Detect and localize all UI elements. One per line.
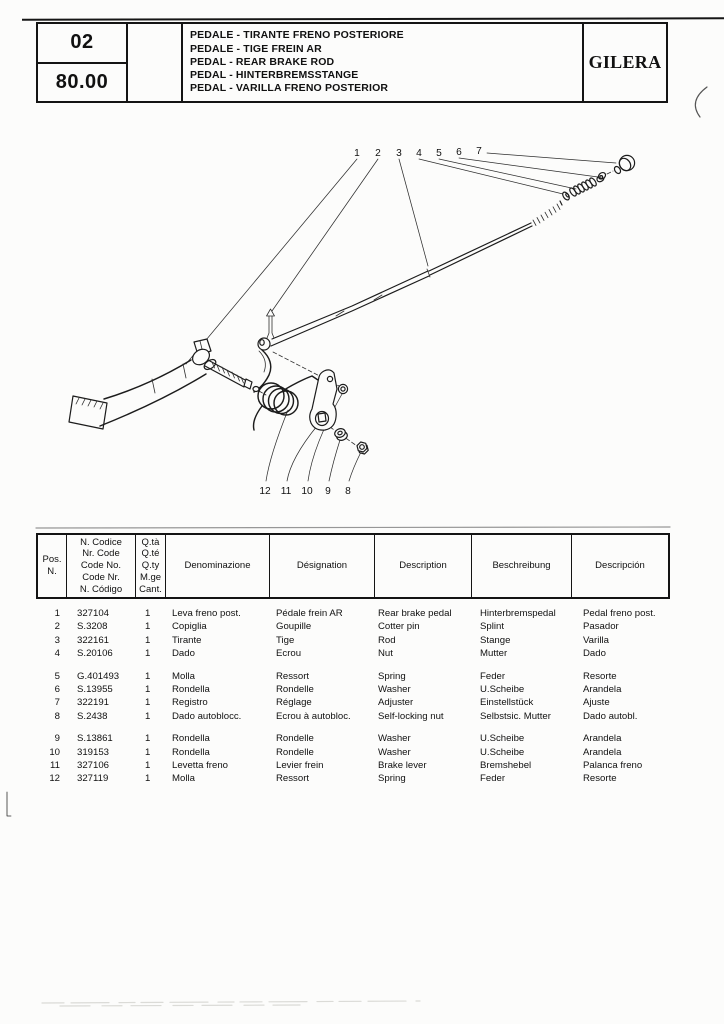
description-cell: Washer [378,746,411,758]
denominazione-cell: Rondella [172,684,210,696]
parts-table-header [36,533,670,599]
designation-cell: Levier frein [276,760,324,772]
denominazione-cell: Rondella [172,746,210,758]
brake-rod [254,201,562,392]
code-cell: 319153 [77,746,110,758]
brand-logo: GILERA [588,52,662,72]
callout-7: 7 [476,146,482,157]
pos-cell: 8 [54,710,60,722]
small-spring-part [568,177,597,197]
descripcion-cell: Ajuste [583,697,610,709]
descripcion-cell: Arandela [583,746,622,758]
page-title-es: PEDAL - VARILLA FRENO POSTERIOR [190,82,389,95]
table-row [38,670,668,683]
beschreibung-cell: Stange [480,634,511,646]
beschreibung-cell: Selbstsic. Mutter [480,710,551,722]
pos-cell: 3 [54,634,60,646]
denominazione-cell: Molla [172,670,195,682]
beschreibung-cell: Mutter [480,648,508,660]
code-cell: 327119 [77,773,109,785]
header-qty: Q.tà Q.té Q.ty M.ge Cant. [136,535,166,597]
descripcion-cell: Dado autobl. [583,710,638,722]
page-title-fr: PEDALE - TIGE FREIN AR [190,42,322,55]
designation-cell: Réglage [276,697,312,709]
beschreibung-cell: Splint [480,621,504,633]
header-description: Description [375,535,472,597]
denominazione-cell: Leva freno post. [172,608,241,619]
descripcion-cell: Palanca freno [583,760,643,772]
denominazione-cell: Dado autoblocc. [172,710,242,722]
callout-12: 12 [259,486,271,497]
beschreibung-cell: Feder [480,773,506,785]
page-title-it: PEDALE - TIRANTE FRENO POSTERIORE [190,29,404,42]
pos-cell: 6 [54,684,60,696]
header-code: N. Codice Nr. Code Code No. Code Nr. N. Código [67,535,136,597]
description-cell: Washer [378,684,411,696]
brake-lever-plate [310,370,337,430]
qty-cell: 1 [145,684,151,696]
leader-lines [186,153,616,481]
denominazione-cell: Levetta freno [172,760,229,772]
beschreibung-cell: U.Scheibe [480,733,525,745]
qty-cell: 1 [145,608,151,619]
rod-end-parts [561,155,634,201]
callout-10: 10 [301,486,313,497]
pivot-boss [190,346,213,368]
callout-11: 11 [280,486,292,497]
designation-cell: Pédale frein AR [276,608,343,619]
header-designation: Désignation [270,535,375,597]
denominazione-cell: Copiglia [172,621,207,633]
callout-6: 6 [456,147,462,158]
page-title-en: PEDAL - REAR BRAKE ROD [190,55,335,68]
parts-group [38,607,668,661]
denominazione-cell: Registro [172,697,208,709]
qty-cell: 1 [145,760,151,772]
washer-10 [338,384,347,393]
description-cell: Adjuster [378,697,414,709]
pos-cell: 1 [54,608,60,619]
code-cell: S.13955 [77,684,113,696]
code-cell: 327106 [77,760,110,772]
callout-5: 5 [436,148,442,159]
title-block [183,24,584,101]
designation-cell: Ressort [276,670,310,682]
callout-2: 2 [375,148,381,159]
description-cell: Nut [378,648,393,660]
washer-part [561,191,570,201]
designation-cell: Tige [276,634,295,646]
callout-8: 8 [345,486,351,497]
description-cell: Brake lever [378,760,427,772]
code-cell: S.2438 [77,710,108,722]
designation-cell: Rondelle [276,746,314,758]
code-box [38,24,128,101]
callout-labels [259,146,482,497]
descripcion-cell: Pasador [583,621,619,633]
cotter-pin [267,309,275,338]
qty-cell: 1 [145,697,151,709]
pos-cell: 2 [54,621,60,633]
callout-1: 1 [354,148,360,159]
parts-table-body [38,607,668,786]
section-code: 02 [38,24,126,64]
callout-4: 4 [416,148,422,159]
beschreibung-cell: Feder [480,670,506,682]
table-row [38,634,668,647]
descripcion-cell: Arandela [583,733,622,745]
table-row [38,746,668,759]
qty-cell: 1 [145,710,151,722]
assembly-axis-lines [259,171,613,446]
header-block [36,22,668,103]
denominazione-cell: Tirante [172,634,202,646]
adjuster-knob [613,155,634,174]
pos-cell: 9 [54,733,60,745]
header-pos: Pos. N. [38,535,67,597]
qty-cell: 1 [145,746,151,758]
parts-group [38,732,668,786]
beschreibung-cell: Bremshebel [480,760,532,772]
table-row [38,732,668,745]
designation-cell: Ressort [276,773,310,785]
callout-9: 9 [325,486,331,497]
pos-cell: 10 [49,746,60,758]
table-row [38,683,668,696]
descripcion-cell: Dado [583,648,606,660]
description-cell: Rear brake pedal [378,608,452,619]
description-cell: Cotter pin [378,621,420,633]
qty-cell: 1 [145,733,151,745]
table-number: 80.00 [55,70,109,93]
table-row [38,710,668,723]
designation-cell: Rondelle [276,733,314,745]
lock-nut-8 [357,442,368,454]
code-cell: 322161 [77,634,110,646]
descripcion-cell: Arandela [583,684,622,696]
table-row [38,647,668,660]
table-row [38,759,668,772]
code-cell: S.13861 [77,733,113,745]
code-cell: G.401493 [77,670,120,682]
header-beschreibung: Beschreibung [472,535,572,597]
table-row [38,772,668,785]
pivot-tab [194,339,211,355]
header-empty-cell [128,24,183,101]
qty-cell: 1 [145,670,151,682]
designation-cell: Ecrou à autobloc. [276,710,351,722]
description-cell: Spring [378,773,406,785]
pos-cell: 5 [54,670,60,682]
parts-group [38,670,668,724]
description-cell: Rod [378,634,396,646]
descripcion-cell: Varilla [583,634,609,646]
washer-9 [333,427,348,442]
beschreibung-cell: U.Scheibe [480,746,525,758]
designation-cell: Rondelle [276,684,314,696]
table-row [38,696,668,709]
code-cell: S.20106 [77,648,113,660]
descripcion-cell: Pedal freno post. [583,608,656,619]
pedal-pad [69,396,107,429]
beschreibung-cell: U.Scheibe [480,684,525,696]
description-cell: Spring [378,670,406,682]
pos-cell: 12 [49,773,60,785]
top-rule [22,17,724,20]
qty-cell: 1 [145,634,151,646]
beschreibung-cell: Einstellstück [480,697,534,709]
description-cell: Self-locking nut [378,710,444,722]
denominazione-cell: Molla [172,773,195,785]
code-cell: 322191 [77,697,110,709]
page-title-de: PEDAL - HINTERBREMSSTANGE [190,69,359,82]
header-denominazione: Denominazione [166,535,270,597]
beschreibung-cell: Hinterbremspedal [480,608,556,619]
code-cell: S.3208 [77,621,108,633]
return-spring [253,376,318,430]
brake-lever-group [310,370,368,454]
pos-cell: 11 [50,760,60,772]
denominazione-cell: Rondella [172,733,210,745]
descripcion-cell: Resorte [583,670,617,682]
qty-cell: 1 [145,773,151,785]
parts-table [36,533,670,795]
denominazione-cell: Dado [172,648,195,660]
pos-cell: 4 [54,648,60,660]
table-row [38,607,668,620]
table-row [38,620,668,633]
code-cell: 327104 [77,608,110,619]
nut-part [596,171,607,183]
pos-cell: 7 [54,697,60,709]
descripcion-cell: Resorte [583,773,617,785]
designation-cell: Goupille [276,621,312,633]
callout-3: 3 [396,148,402,159]
description-cell: Washer [378,733,411,745]
designation-cell: Ecrou [276,648,302,660]
adjuster-shaft [205,360,259,392]
pedal-assembly [69,339,259,429]
qty-cell: 1 [145,621,151,633]
qty-cell: 1 [145,648,151,660]
header-descripcion: Descripción [595,560,645,572]
